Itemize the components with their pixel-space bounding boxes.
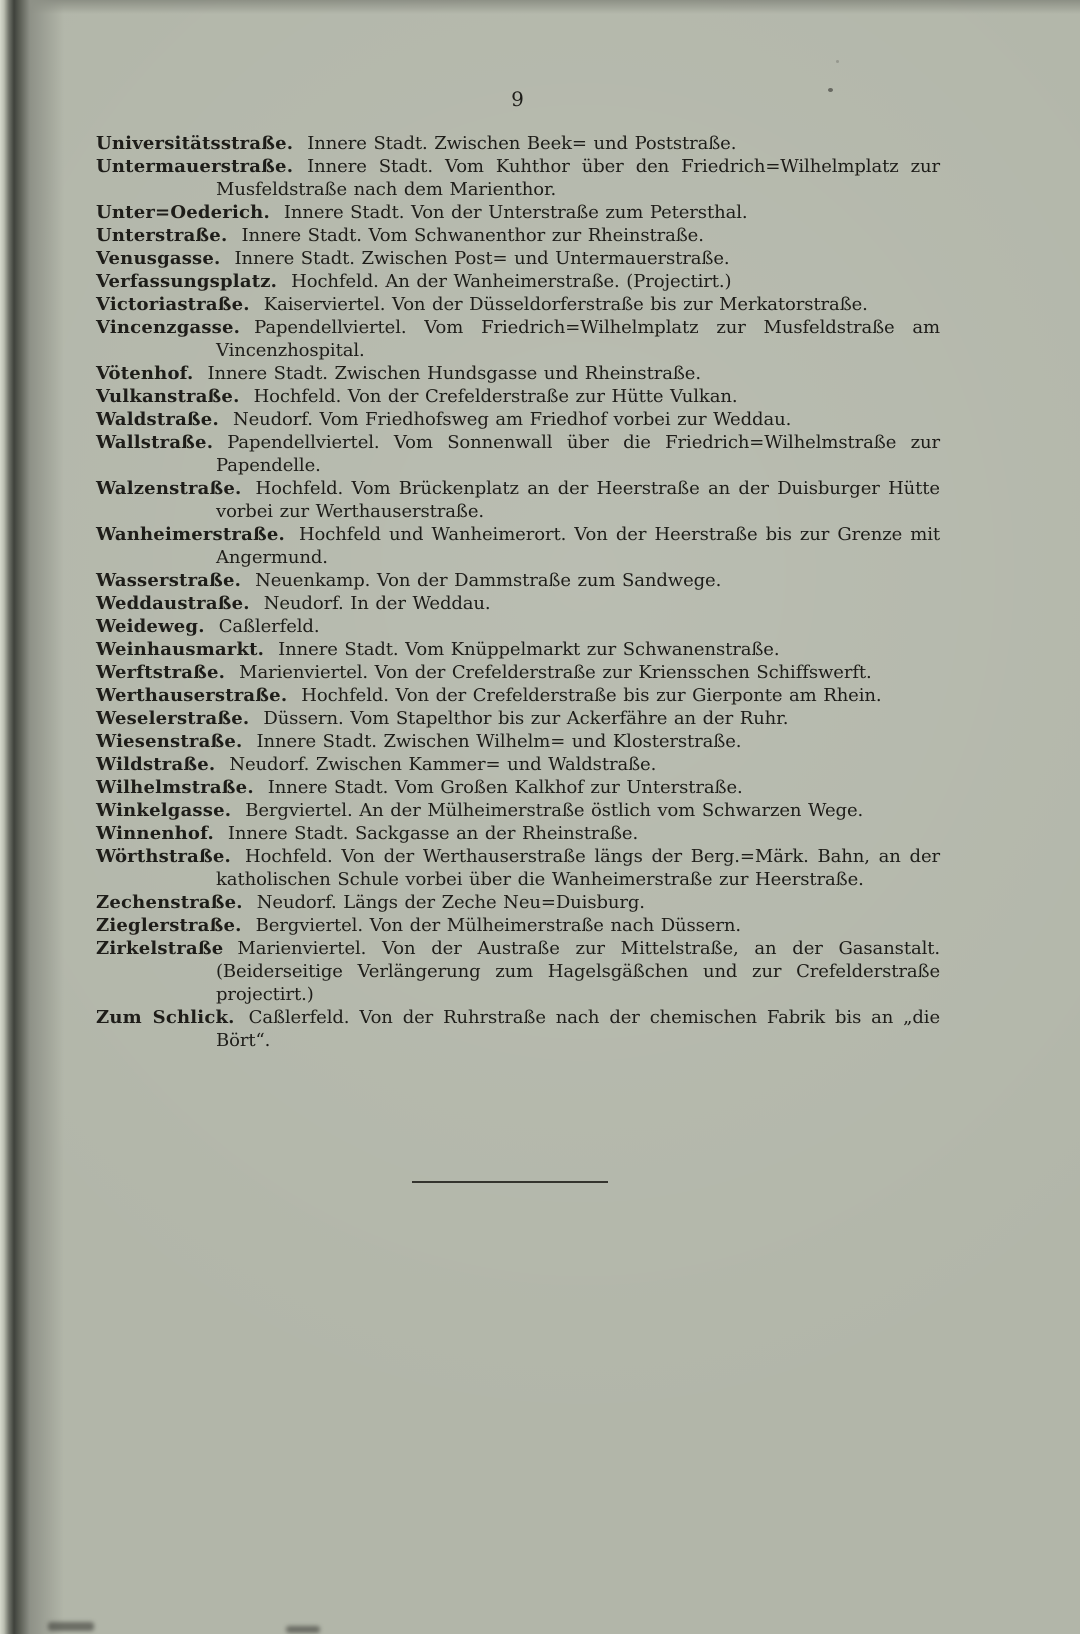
street-name: Werthauserstraße. [96,685,288,706]
street-description: Innere Stadt. Zwischen Post= und Untermauerstraße. [234,248,730,269]
street-name: Werftstraße. [96,662,226,683]
street-entry [96,914,940,937]
street-name: Wildstraße. [96,754,216,775]
street-description: Bergviertel. An der Mülheimerstraße östlich vom Schwarzen Wege. [245,800,864,821]
street-description: Papendellviertel. Vom Friedrich=Wilhelmplatz zur Musfeldstraße am Vincenzhospital. [216,317,940,361]
street-name: Verfassungsplatz. [96,271,278,292]
page-number: 9 [511,87,525,111]
street-name: Unter=Oederich. [96,202,270,223]
street-name: Venusgasse. [96,248,221,269]
scan-smudge [286,1626,320,1633]
street-description: Innere Stadt. Vom Großen Kalkhof zur Unterstraße. [267,777,743,798]
street-name: Vulkanstraße. [96,386,240,407]
scan-speck [828,88,833,92]
street-entry [96,201,940,224]
street-description: Neudorf. In der Weddau. [263,593,491,614]
street-description: Hochfeld. Vom Brückenplatz an der Heerstraße an der Duisburger Hütte vorbei zur Werthauserstraße. [216,478,940,522]
street-entry [96,293,940,316]
street-name: Wasserstraße. [96,570,242,591]
street-entry [96,408,940,431]
section-divider-rule [412,1181,608,1183]
street-entry [96,822,940,845]
street-entry [96,431,940,477]
street-description: Innere Stadt. Vom Knüppelmarkt zur Schwanenstraße. [278,639,780,660]
street-entry [96,316,940,362]
scan-speck [836,60,839,63]
street-name: Winnenhof. [96,823,214,844]
street-name: Wörthstraße. [96,846,232,867]
street-description: Kaiserviertel. Von der Düsseldorferstraße bis zur Merkatorstraße. [263,294,868,315]
street-entry [96,730,940,753]
street-description: Hochfeld. Von der Crefelderstraße bis zur Gierponte am Rhein. [301,685,882,706]
street-name: Universitätsstraße. [96,133,294,154]
street-entry [96,569,940,592]
street-description: Hochfeld. Von der Werthauserstraße längs der Berg.=Märk. Bahn, an der katholischen Schule vorbei über die Wanheimerstraße zur Heerstraße. [216,846,940,890]
street-name: Wiesenstraße. [96,731,243,752]
street-entry [96,270,940,293]
street-description: Innere Stadt. Von der Unterstraße zum Petersthal. [283,202,748,223]
street-description: Innere Stadt. Vom Schwanenthor zur Rheinstraße. [241,225,704,246]
street-description: Marienviertel. Von der Austraße zur Mittelstraße, an der Gasanstalt. (Beiderseitige Verlängerung zum Hagelsgäßchen und zur Crefelderstraße projectirt.) [216,938,940,1005]
street-name: Weselerstraße. [96,708,250,729]
street-entry [96,155,940,201]
street-description: Neudorf. Vom Friedhofsweg am Friedhof vorbei zur Weddau. [232,409,792,430]
street-description: Innere Stadt. Vom Kuhthor über den Friedrich=Wilhelmplatz zur Musfeldstraße nach dem Marienthor. [216,156,940,200]
street-description: Düssern. Vom Stapelthor bis zur Ackerfähre an der Ruhr. [263,708,789,729]
street-name: Vötenhof. [96,363,194,384]
street-name: Weinhausmarkt. [96,639,265,660]
street-name: Victoriastraße. [96,294,250,315]
street-entry [96,477,940,523]
street-name: Zechenstraße. [96,892,243,913]
street-entry [96,362,940,385]
street-description: Innere Stadt. Zwischen Hundsgasse und Rheinstraße. [207,363,701,384]
street-directory [96,132,940,1052]
street-entry [96,224,940,247]
street-name: Weideweg. [96,616,205,637]
street-entry [96,132,940,155]
street-description: Innere Stadt. Sackgasse an der Rheinstraße. [227,823,639,844]
book-gutter-shadow [0,0,64,1634]
street-description: Innere Stadt. Zwischen Beek= und Poststraße. [307,133,737,154]
page-content [96,88,940,1052]
street-description: Papendellviertel. Vom Sonnenwall über die Friedrich=Wilhelmstraße zur Papendelle. [216,432,940,476]
street-description: Bergviertel. Von der Mülheimerstraße nach Düssern. [255,915,741,936]
street-name: Vincenzgasse. [96,317,241,338]
street-entry [96,776,940,799]
street-name: Unterstraße. [96,225,228,246]
street-entry [96,247,940,270]
street-entry [96,845,940,891]
street-description: Innere Stadt. Zwischen Wilhelm= und Klosterstraße. [256,731,742,752]
street-entry [96,592,940,615]
street-description: Caßlerfeld. Von der Ruhrstraße nach der chemischen Fabrik bis an „die Bört“. [216,1007,941,1051]
street-name: Walzenstraße. [96,478,242,499]
street-name: Winkelgasse. [96,800,232,821]
street-description: Hochfeld. An der Wanheimerstraße. (Projectirt.) [291,271,732,292]
street-name: Untermauerstraße. [96,156,294,177]
street-name: Zieglerstraße. [96,915,242,936]
street-entry [96,615,940,638]
street-description: Hochfeld. Von der Crefelderstraße zur Hütte Vulkan. [253,386,738,407]
street-name: Waldstraße. [96,409,219,430]
street-entry [96,1006,940,1052]
street-name: Weddaustraße. [96,593,250,614]
street-entry [96,937,940,1006]
street-entry [96,523,940,569]
street-description: Marienviertel. Von der Crefelderstraße zur Kriensschen Schiffswerft. [239,662,872,683]
street-description: Caßlerfeld. [218,616,320,637]
street-entry [96,891,940,914]
scan-edge-shade [0,0,1080,14]
street-entry [96,684,940,707]
street-description: Neudorf. Zwischen Kammer= und Waldstraße. [229,754,657,775]
street-name: Zum Schlick. [96,1007,235,1028]
street-name: Wilhelmstraße. [96,777,254,798]
street-entry [96,799,940,822]
street-description: Neuenkamp. Von der Dammstraße zum Sandwege. [255,570,722,591]
street-entry [96,707,940,730]
street-name: Wanheimerstraße. [96,524,285,545]
street-name: Wallstraße. [96,432,214,453]
street-entry [96,638,940,661]
street-entry [96,385,940,408]
street-description: Neudorf. Längs der Zeche Neu=Duisburg. [256,892,645,913]
street-description: Hochfeld und Wanheimerort. Von der Heerstraße bis zur Grenze mit Angermund. [216,524,940,568]
street-entry [96,661,940,684]
street-name: Zirkelstraße [96,938,224,959]
scan-smudge [48,1622,94,1631]
street-entry [96,753,940,776]
